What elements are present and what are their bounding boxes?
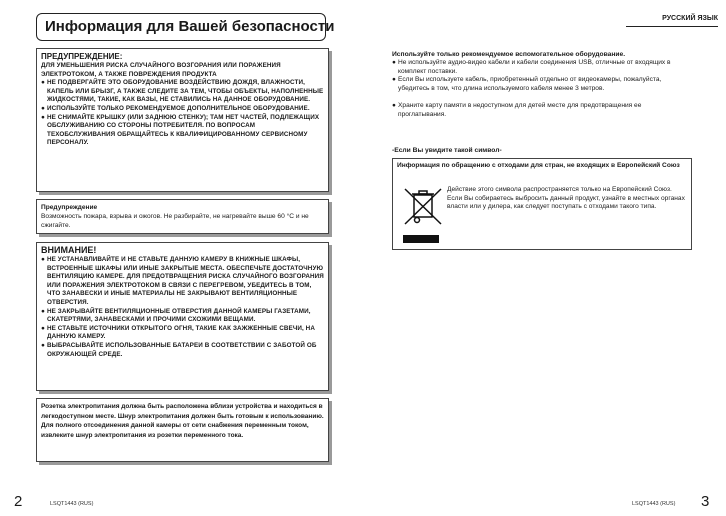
- attention-box: [36, 242, 329, 391]
- warning-bullet: [41, 114, 324, 148]
- warning-heading: ПРЕДУПРЕЖДЕНИЕ:: [41, 52, 123, 61]
- attention-bullet-text: НЕ УСТАНАВЛИВАЙТЕ И НЕ СТАВЬТЕ ДАННУЮ КАМЕРУ В КНИЖНЫЕ ШКАФЫ, ВСТРОЕННЫЕ ШКАФЫ ИЛИ ИНЫЕ ЗАКРЫТЫЕ МЕСТА. ОБЕСПЕЧЬТЕ ДОСТАТОЧНУЮ ВЕНТИЛЯЦИЮ КАМЕРЕ. ДЛЯ ПРЕДОТВРАЩЕНИЯ РИСКА СЛУЧАЙНОГО ВОЗГОРАНИЯ ИЛИ ПОРАЖЕНИЯ ЭЛЕКТРОТОКОМ В СВЯЗИ С ПЕРЕГРЕВОМ, УБЕДИТЕСЬ В ТОМ, ЧТО ЗАНАВЕСКИ И ИНЫЕ МАТЕРИАЛЫ НЕ ЗАКРЫВАЮТ ВЕНТИЛЯЦИОННЫЕ ОТВЕРСТИЯ.: [47, 256, 324, 306]
- accessories-bullet: [392, 76, 688, 93]
- bullet-dot-icon: ●: [41, 341, 46, 349]
- accessories-bullet: [392, 59, 688, 76]
- page-title: Информация для Вашей безопасности: [36, 13, 326, 41]
- bullet-dot-icon: ●: [392, 59, 396, 66]
- power-plug-box: [36, 398, 329, 462]
- attention-bullet-text: НЕ СТАВЬТЕ ИСТОЧНИКИ ОТКРЫТОГО ОГНЯ, ТАКИЕ КАК ЗАЖЖЕННЫЕ СВЕЧИ, НА ДАННУЮ КАМЕРУ.: [47, 324, 315, 341]
- bullet-dot-icon: ●: [41, 324, 46, 332]
- memory-card-note: [392, 102, 688, 119]
- accessories-section: [392, 50, 688, 120]
- crossed-out-wheelie-bin-icon: [401, 186, 445, 226]
- caution-box: [36, 199, 329, 234]
- bullet-dot-icon: ●: [41, 79, 46, 87]
- left-document-code: LSQT1443 (RUS): [50, 501, 94, 507]
- symbol-question: -Если Вы увидите такой символ-: [392, 147, 502, 154]
- warning-box: [36, 48, 329, 192]
- warning-bullet: [41, 105, 324, 114]
- accessories-bullet-text: Не используйте аудио-видео кабели и кабели соединения USB, отличные от входящих в комплект поставки.: [398, 59, 671, 75]
- accessories-heading: Используйте только рекомендуемое вспомогательное оборудование.: [392, 51, 626, 58]
- waste-info-text: [447, 186, 687, 212]
- attention-bullet-text: ВЫБРАСЫВАЙТЕ ИСПОЛЬЗОВАННЫЕ БАТАРЕИ В СООТВЕТСТВИИ С ЗАБОТОЙ ОБ ОКРУЖАЮЩЕЙ СРЕДЕ.: [47, 341, 317, 358]
- right-document-code: LSQT1443 (RUS): [632, 501, 676, 507]
- bullet-dot-icon: ●: [41, 113, 46, 121]
- left-page-number: 2: [14, 493, 23, 510]
- attention-bullet: [41, 308, 324, 325]
- attention-bullet: [41, 325, 324, 342]
- warning-intro: ДЛЯ УМЕНЬШЕНИЯ РИСКА СЛУЧАЙНОГО ВОЗГОРАНИЯ ИЛИ ПОРАЖЕНИЯ ЭЛЕКТРОТОКОМ, А ТАКЖЕ ПОВРЕЖДЕНИЯ ПРОДУКТА: [41, 62, 281, 78]
- attention-bullet: [41, 342, 324, 359]
- attention-heading: ВНИМАНИЕ!: [41, 245, 97, 255]
- warning-bullet-text: ИСПОЛЬЗУЙТЕ ТОЛЬКО РЕКОМЕНДУЕМОЕ ДОПОЛНИТЕЛЬНОЕ ОБОРУДОВАНИЕ.: [47, 104, 310, 112]
- bullet-dot-icon: ●: [41, 104, 46, 112]
- waste-box-title: Информация по обращению с отходами для стран, не входящих в Европейский Союз: [397, 162, 680, 169]
- attention-bullet-text: НЕ ЗАКРЫВАЙТЕ ВЕНТИЛЯЦИОННЫЕ ОТВЕРСТИЯ ДАННОЙ КАМЕРЫ ГАЗЕТАМИ, СКАТЕРТЯМИ, ЗАНАВЕСКАМИ И ПРОЧИМИ СХОЖИМИ ВЕЩАМИ.: [47, 307, 311, 324]
- language-tab: РУССКИЙ ЯЗЫК: [626, 12, 718, 27]
- bullet-dot-icon: ●: [41, 256, 46, 263]
- bullet-dot-icon: ●: [41, 307, 46, 315]
- waste-info-line: Действие этого символа распространяется только на Европейский Союз.: [447, 186, 672, 193]
- warning-bullet-text: НЕ СНИМАЙТЕ КРЫШКУ (ИЛИ ЗАДНЮЮ СТЕНКУ); ТАМ НЕТ ЧАСТЕЙ, ПОДЛЕЖАЩИХ ОБСЛУЖИВАНИЮ СО СТОРОНЫ ПОТРЕБИТЕЛЯ. ПО ВОПРОСАМ ТЕХОБСЛУЖИВАНИЯ ОБРАЩАЙТЕСЬ К КВАЛИФИЦИРОВАННОМУ СЕРВИСНОМУ ПЕРСОНАЛУ.: [47, 113, 320, 147]
- power-plug-text: Розетка электропитания должна быть расположена вблизи устройства и находиться в легкодоступном месте. Шнур электропитания должен быть готовым к использованию. Для полного отсоединения данной камеры от сети снабжения переменным током, извлеките шнур электропитания из розетки переменного тока.: [41, 403, 324, 439]
- waste-symbol-box: [392, 158, 692, 250]
- bullet-dot-icon: ●: [392, 102, 396, 110]
- attention-bullet: [41, 256, 324, 308]
- memory-card-note-text: Храните карту памяти в недоступном для детей месте для предотвращения ее проглатывания.: [398, 102, 642, 118]
- caution-text: Возможность пожара, взрыва и ожогов. Не разбирайте, не нагревайте выше 60 °C и не сжигайте.: [41, 213, 309, 229]
- waste-info-line: Если Вы собираетесь выбросить данный продукт, узнайте в местных органах власти или у дилера, как следует поступать с отходами такого типа.: [447, 194, 685, 211]
- black-bar-mark: [403, 235, 439, 243]
- accessories-bullet-text: Если Вы используете кабель, приобретенный отдельно от видеокамеры, пожалуйста, убедитесь в том, что длина используемого кабеля менее 3 метров.: [398, 76, 662, 92]
- right-page-number: 3: [701, 493, 710, 510]
- warning-bullet: [41, 79, 324, 105]
- warning-bullet-text: НЕ ПОДВЕРГАЙТЕ ЭТО ОБОРУДОВАНИЕ ВОЗДЕЙСТВИЮ ДОЖДЯ, ВЛАЖНОСТИ, КАПЕЛЬ ИЛИ БРЫЗГ, А ТАКЖЕ СЛЕДИТЕ ЗА ТЕМ, ЧТОБЫ ОБЪЕКТЫ, НАПОЛНЕННЫЕ ЖИДКОСТЯМИ, ТАКИЕ, КАК ВАЗЫ, НЕ СТАВИЛИСЬ НА ДАННОЕ ОБОРУДОВАНИЕ.: [47, 79, 324, 104]
- caution-heading: Предупреждение: [41, 204, 98, 211]
- bullet-dot-icon: ●: [392, 76, 396, 84]
